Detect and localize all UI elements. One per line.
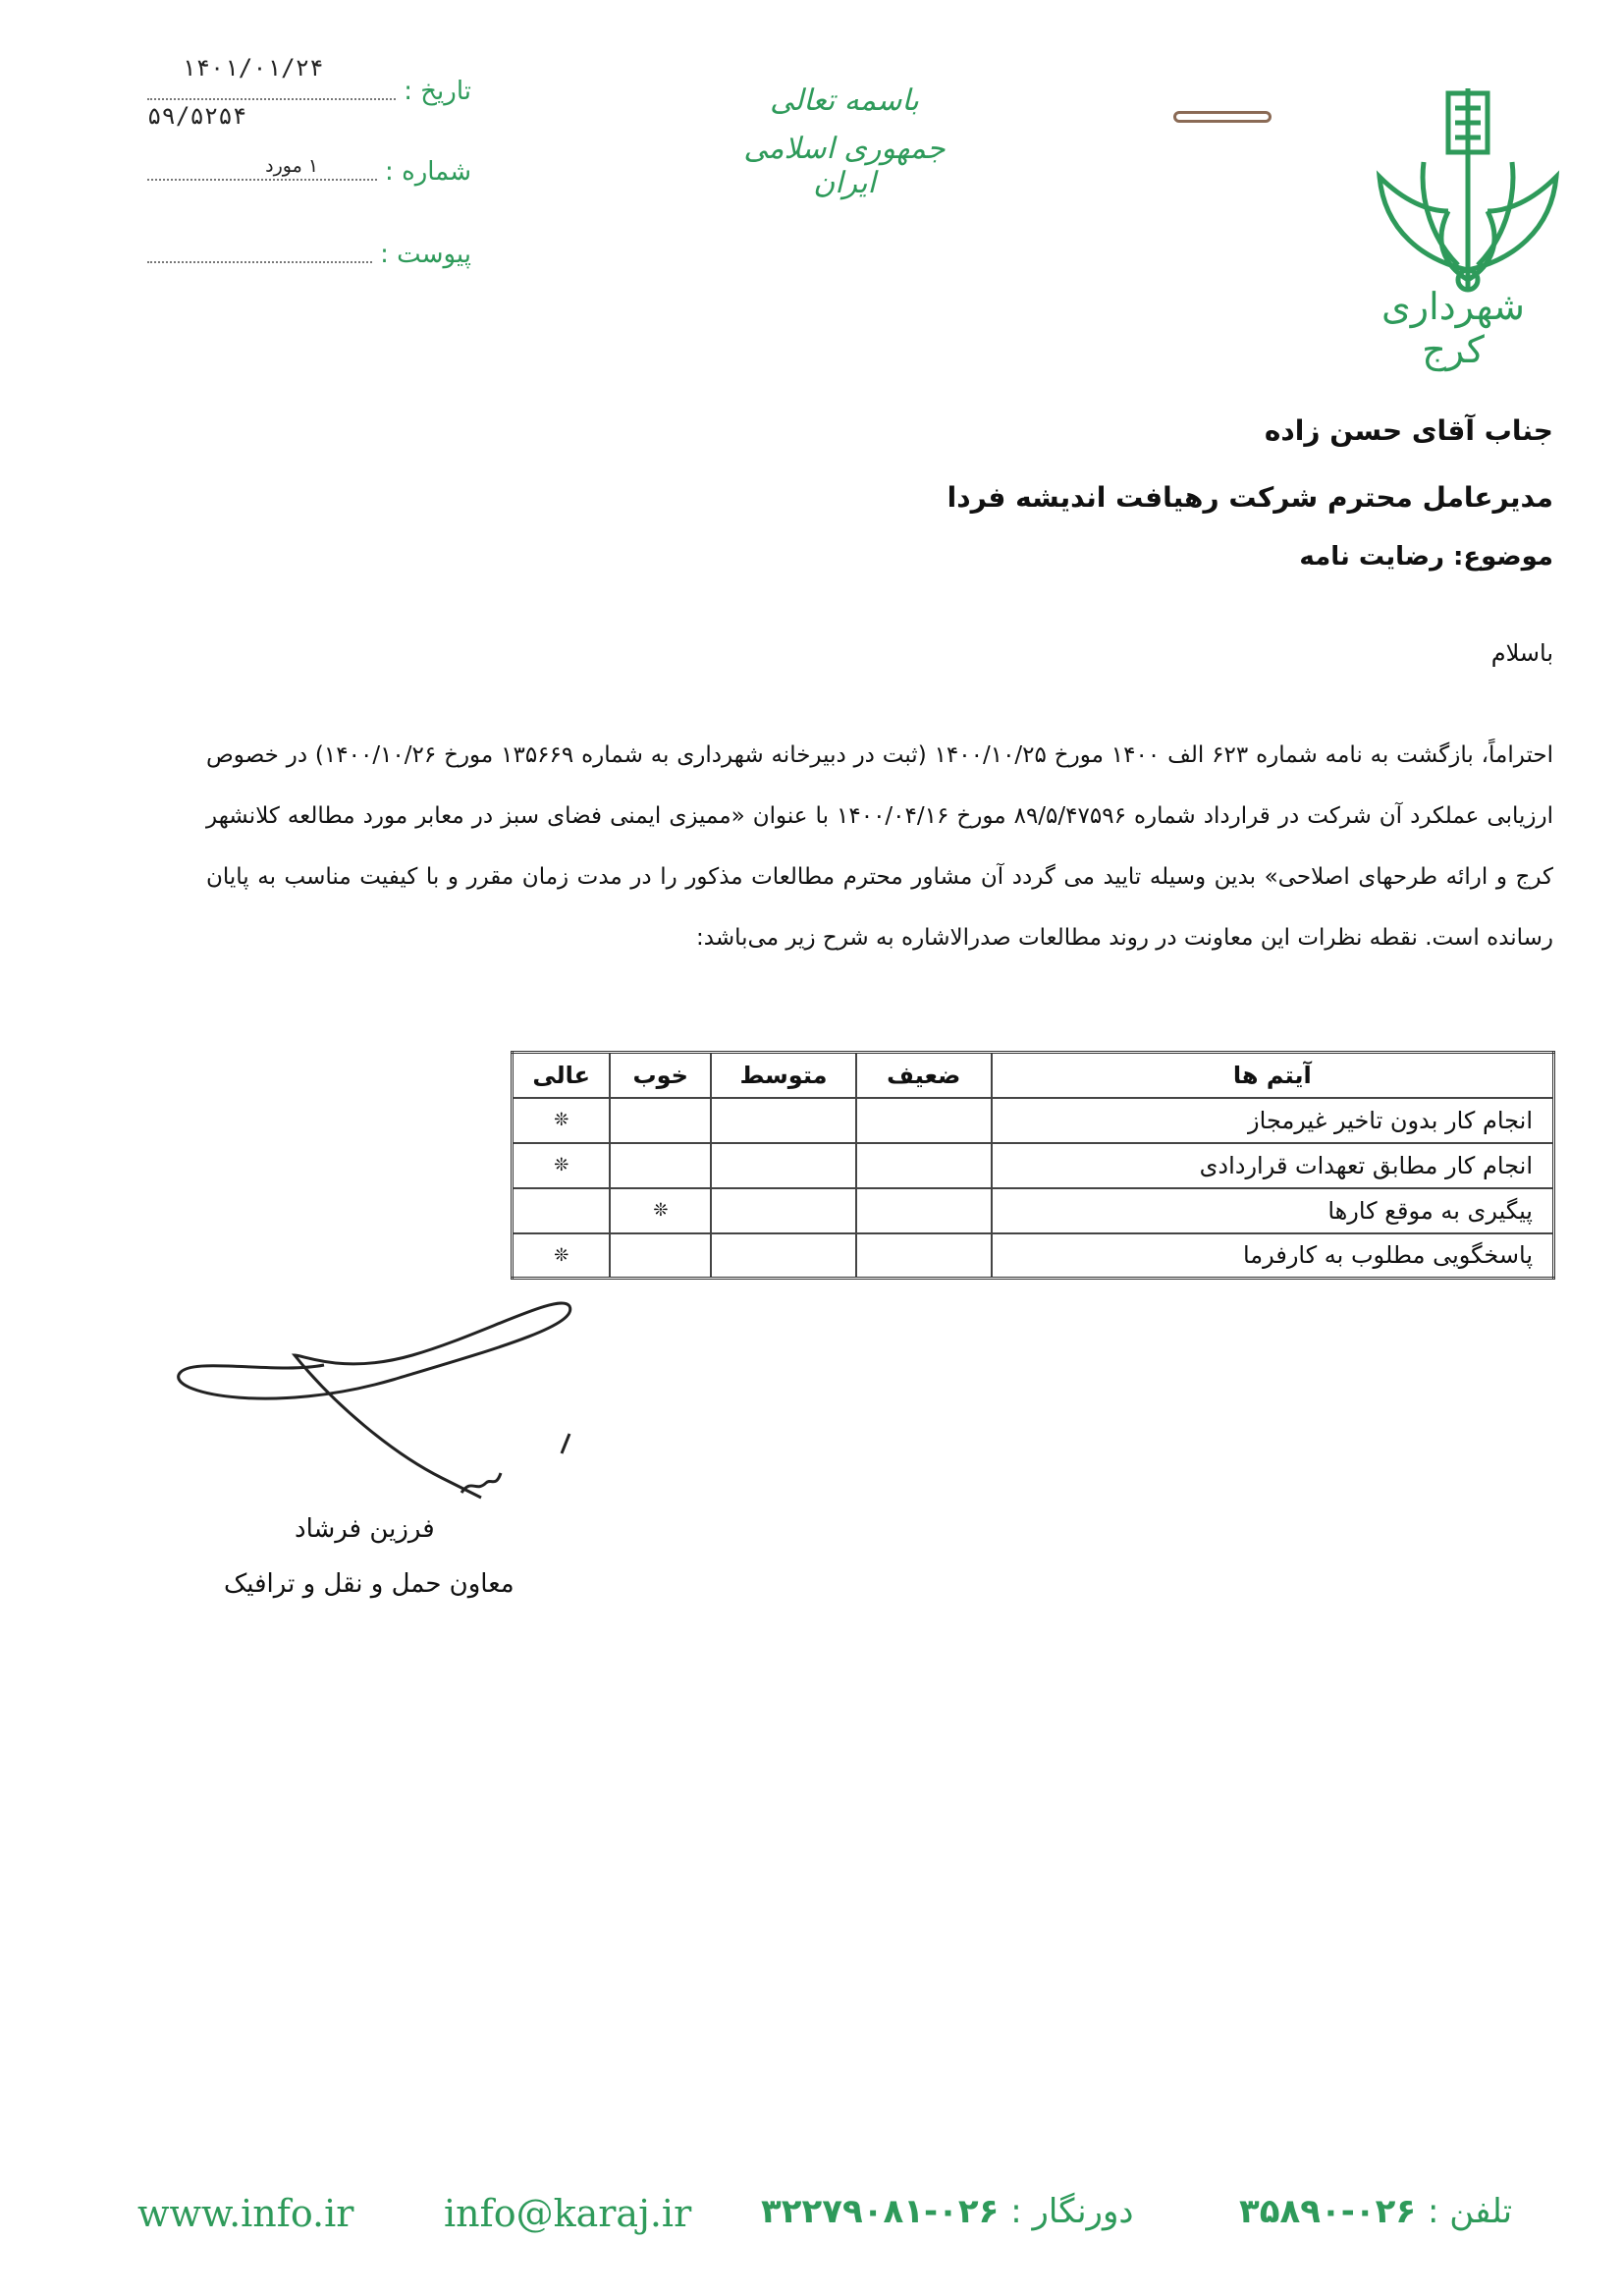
header-item: آیتم ها <box>992 1053 1554 1098</box>
handwritten-signature-icon <box>167 1296 589 1522</box>
fax-value: ۰۲۶-۳۲۲۷۹۰۸۱ <box>761 2192 1000 2231</box>
header-good: خوب <box>610 1053 711 1098</box>
tel-value: ۰۲۶-۳۵۸۹۰ <box>1239 2192 1417 2231</box>
fax-label: دورنگار : <box>1010 2192 1134 2231</box>
tel-label: تلفن : <box>1428 2192 1513 2231</box>
footer-email[interactable]: info@karaj.ir <box>444 2192 692 2235</box>
row-good <box>610 1143 711 1188</box>
number-dots <box>147 157 377 181</box>
addressee-position: مدیرعامل محترم شرکت رهیافت اندیشه فردا <box>947 481 1553 514</box>
row-weak <box>856 1188 992 1233</box>
header-weak: ضعیف <box>856 1053 992 1098</box>
table-row <box>513 1143 1554 1188</box>
row-average <box>711 1188 856 1233</box>
table-row <box>513 1188 1554 1233</box>
row-average <box>711 1233 856 1279</box>
row-excellent: ❊ <box>513 1233 611 1279</box>
row-excellent: ❊ <box>513 1098 611 1143</box>
signatory-title: معاون حمل و نقل و ترافیک <box>224 1569 514 1599</box>
date-value: ۱۴۰۱/۰۱/۲۴ <box>182 54 324 82</box>
footer-website[interactable]: www.info.ir <box>137 2192 354 2235</box>
emblem-title: جمهوری اسلامی ایران <box>743 132 946 200</box>
row-average <box>711 1143 856 1188</box>
table-row <box>513 1233 1554 1279</box>
number-value: ۵۹/۵۲۵۴ <box>147 102 247 130</box>
row-item: انجام کار مطابق تعهدات قراردادی <box>992 1143 1554 1188</box>
evaluation-table <box>511 1051 1555 1280</box>
date-dots <box>147 77 396 100</box>
number-note: ۱ مورد <box>265 155 319 177</box>
row-excellent: ❊ <box>513 1143 611 1188</box>
row-item: پاسخگویی مطلوب به کارفرما <box>992 1233 1554 1279</box>
row-good <box>610 1233 711 1279</box>
letter-subject: موضوع: رضایت نامه <box>1299 542 1553 572</box>
table-row <box>513 1098 1554 1143</box>
row-weak <box>856 1233 992 1279</box>
signatory-name: فرزین فرشاد <box>295 1514 435 1544</box>
date-row <box>147 67 471 106</box>
footer-tel <box>1239 2192 1512 2231</box>
row-average <box>711 1098 856 1143</box>
date-label: تاریخ : <box>404 77 471 106</box>
header-average: متوسط <box>711 1053 856 1098</box>
table-header-row <box>513 1053 1554 1098</box>
attachment-dots <box>147 240 372 263</box>
number-row <box>147 147 471 187</box>
row-item: پیگیری به موقع کارها <box>992 1188 1554 1233</box>
letter-body: احتراماً، بازگشت به نامه شماره ۶۲۳ الف ۱۴۰۰ مورخ ۱۴۰۰/۱۰/۲۵ (ثبت در دبیرخانه شهرداری به شماره ۱۳۵۶۶۹ مورخ ۱۴۰۰/۱۰/۲۶) در خصوص ارزیابی عملکرد آن شرکت در قرارداد شماره ۸۹/۵/۴۷۵۹۶ مورخ ۱۴۰۰/۰۴/۱۶ با عنوان «ممیزی ایمنی فضای سبز در معابر مورد مطالعه کلانشهر کرج و ارائه طرحهای اصلاحی» بدین وسیله تایید می گردد آن مشاور محترم مطالعات مذکور را در مدت زمان مقرر و با کیفیت مناسب به پایان رسانده است. نقطه نظرات این معاونت در روند مطالعات صدرالاشاره به شرح زیر می‌باشد: <box>206 742 1553 951</box>
state-emblem <box>727 83 962 200</box>
attachment-label: پیوست : <box>380 240 471 269</box>
row-item: انجام کار بدون تاخیر غیرمجاز <box>992 1098 1554 1143</box>
row-excellent <box>513 1188 611 1233</box>
addressee-name: جناب آقای حسن زاده <box>1264 414 1553 447</box>
header-excellent: عالی <box>513 1053 611 1098</box>
row-good: ❊ <box>610 1188 711 1233</box>
emblem-calligraphy: باسمه تعالی <box>770 83 919 118</box>
row-weak <box>856 1143 992 1188</box>
greeting: باسلام <box>1490 639 1553 667</box>
footer-fax <box>761 2192 1134 2231</box>
attachment-row <box>147 230 471 269</box>
number-label: شماره : <box>385 157 471 187</box>
staple-mark <box>1173 111 1272 123</box>
row-good <box>610 1098 711 1143</box>
row-weak <box>856 1098 992 1143</box>
org-name: شهرداری کرج <box>1381 285 1525 371</box>
